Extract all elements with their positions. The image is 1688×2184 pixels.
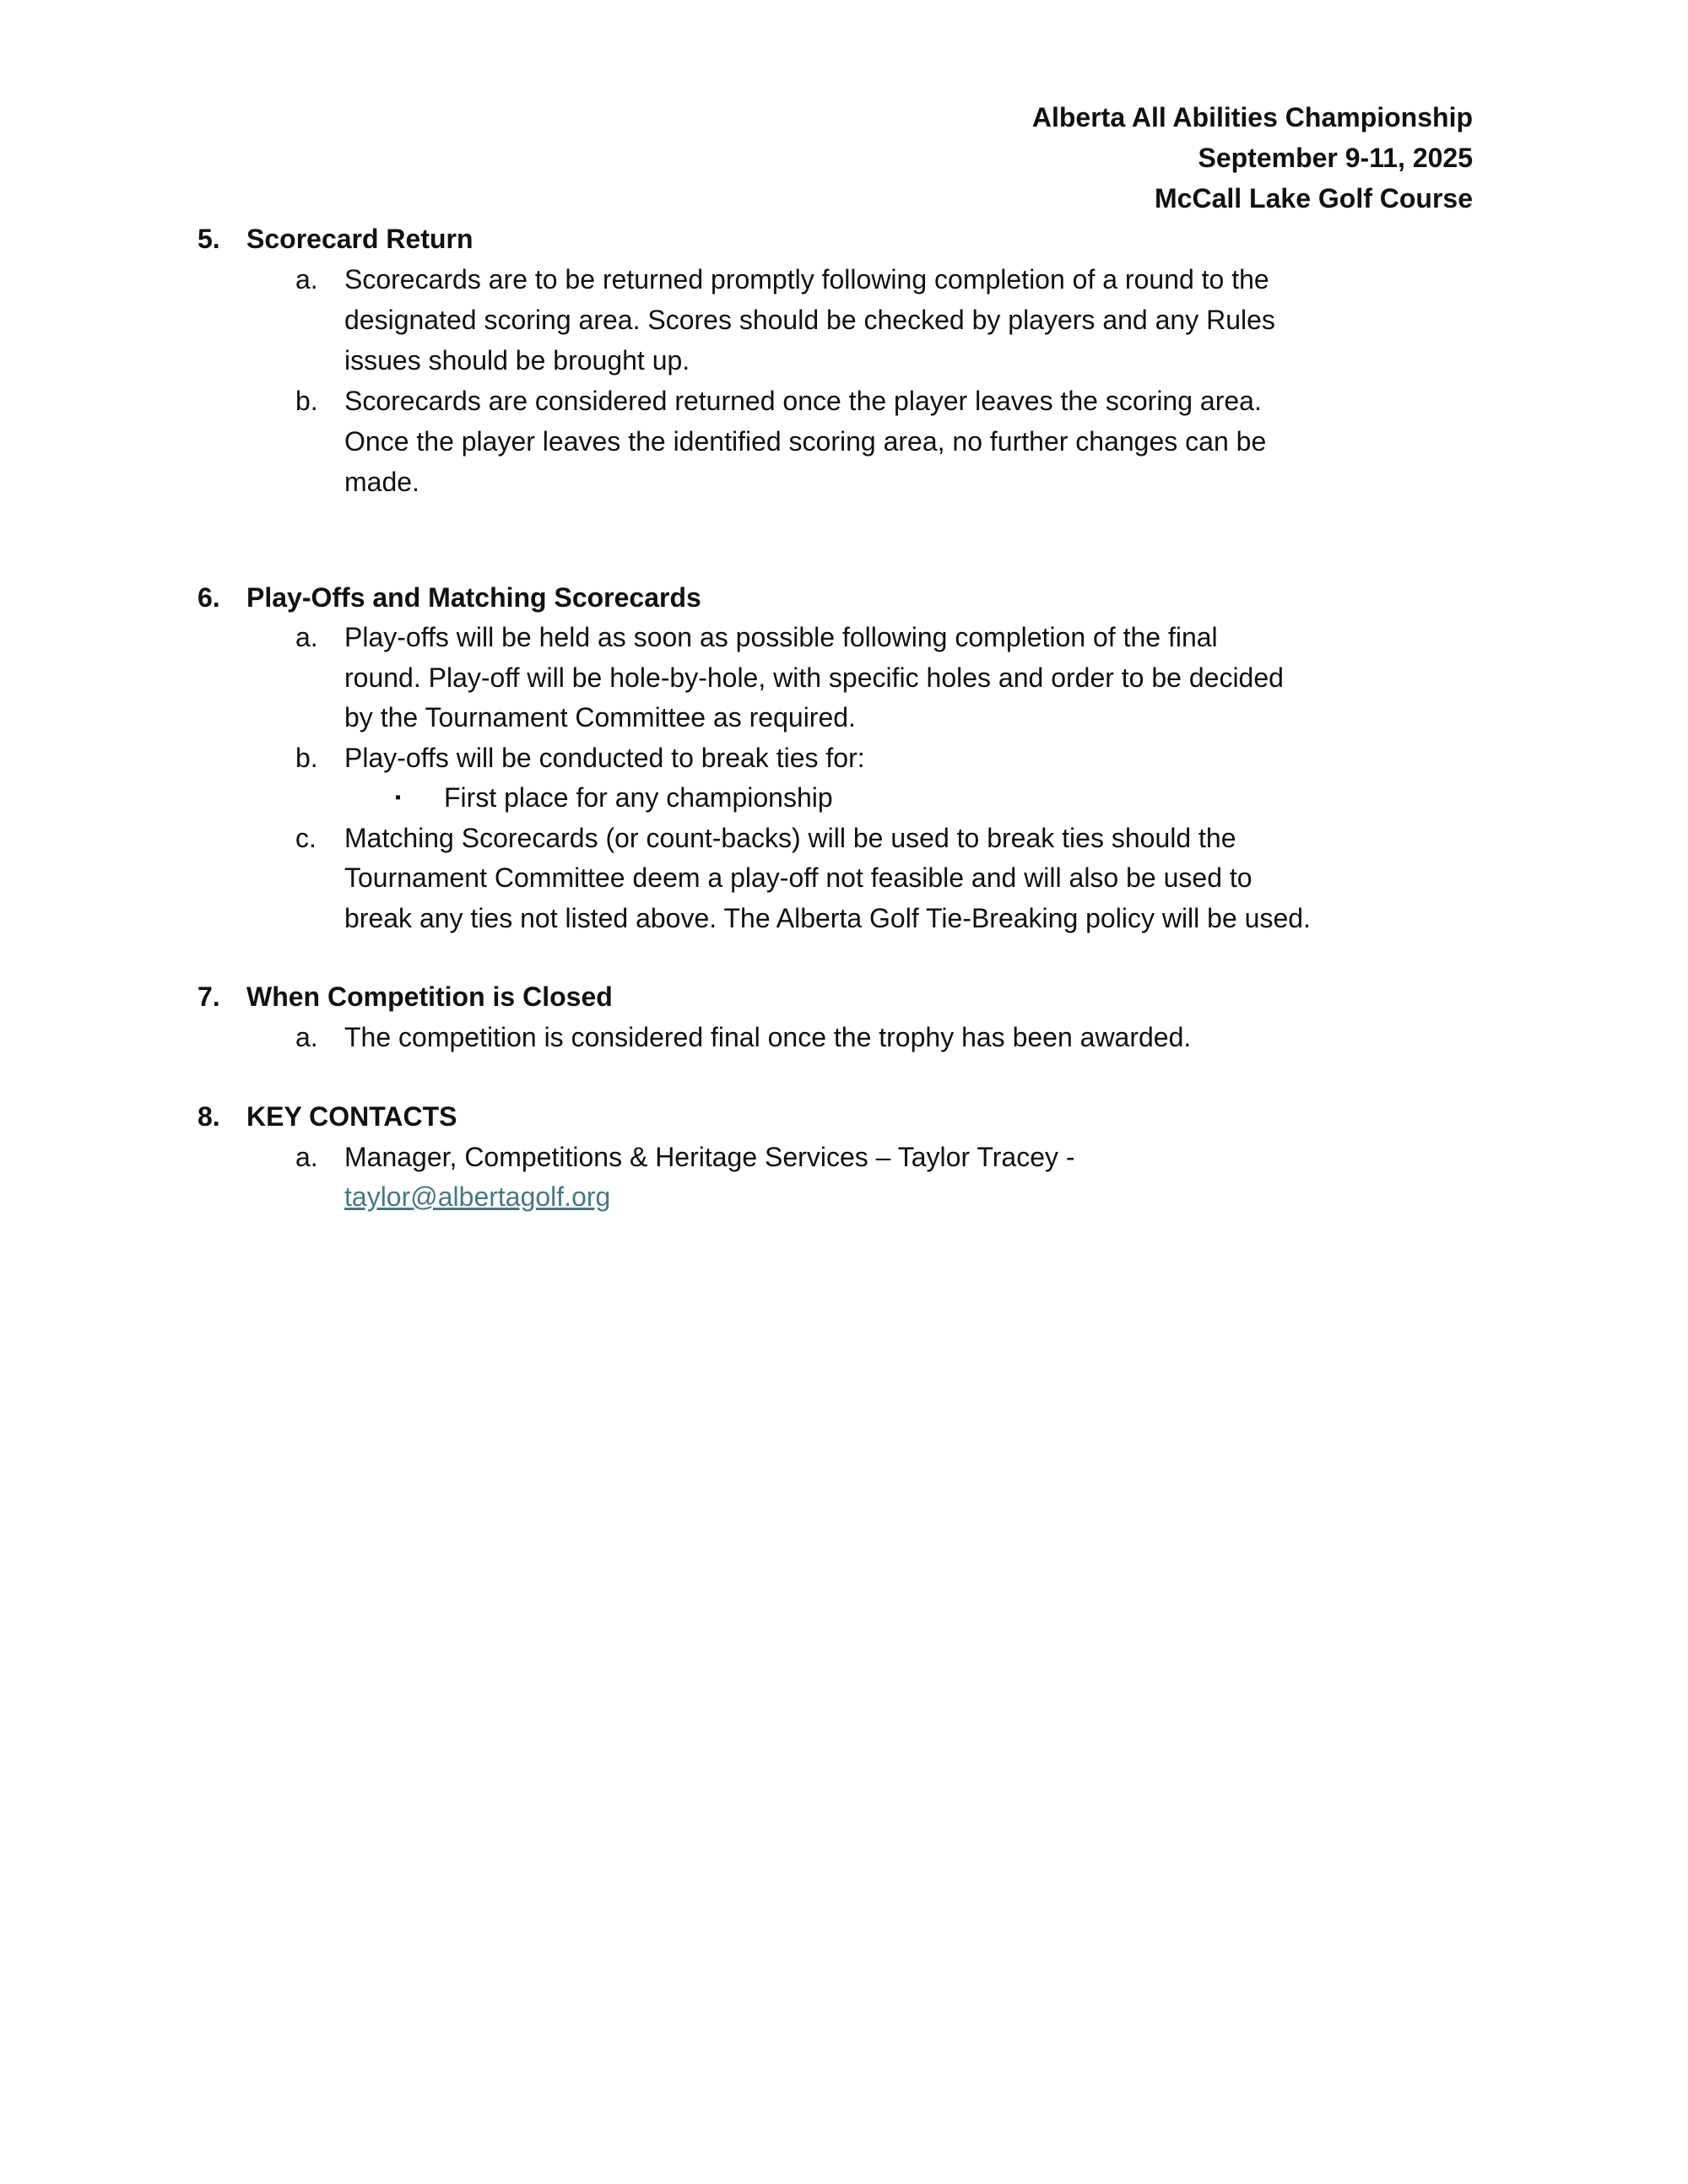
item-text-line: made. — [344, 467, 419, 497]
item-letter: b. — [295, 743, 318, 773]
item-text-line: Once the player leaves the identified scoring area, no further changes can be — [344, 426, 1267, 457]
item-text-line: issues should be brought up. — [344, 345, 690, 376]
item-text-line: Play-offs will be held as soon as possible following completion of the final — [344, 622, 1218, 652]
item-text-line: The competition is considered final once the trophy has been awarded. — [344, 1022, 1192, 1052]
section-number: 7. — [197, 981, 220, 1012]
section-number: 5. — [197, 224, 220, 254]
item-text-line: designated scoring area. Scores should be checked by players and any Rules — [344, 305, 1275, 335]
header-dates: September 9-11, 2025 — [1198, 143, 1473, 173]
item-text-line: Scorecards are considered returned once the player leaves the scoring area. — [344, 386, 1262, 416]
item-letter: b. — [295, 386, 318, 416]
item-letter: c. — [295, 823, 316, 853]
square-bullet-icon: ▪ — [395, 788, 402, 807]
section-number: 6. — [197, 582, 220, 613]
item-text-line: break any ties not listed above. The Alberta Golf Tie-Breaking policy will be used. — [344, 903, 1311, 933]
item-letter: a. — [295, 264, 318, 295]
header-venue: McCall Lake Golf Course — [1155, 183, 1473, 214]
item-text-line: Play-offs will be conducted to break ties for: — [344, 743, 865, 773]
section-number: 8. — [197, 1101, 220, 1132]
item-letter: a. — [295, 622, 318, 652]
section-title: KEY CONTACTS — [246, 1101, 457, 1132]
contact-email-link[interactable]: taylor@albertagolf.org — [344, 1181, 611, 1212]
item-text-line: round. Play-off will be hole-by-hole, with specific holes and order to be decided — [344, 662, 1284, 693]
section-title: Play-Offs and Matching Scorecards — [246, 582, 701, 613]
item-text-line: Scorecards are to be returned promptly following completion of a round to the — [344, 264, 1269, 295]
section-title: When Competition is Closed — [246, 981, 613, 1012]
contact-text: Manager, Competitions & Heritage Services – Taylor Tracey - — [344, 1142, 1075, 1172]
item-text-line: by the Tournament Committee as required. — [344, 702, 856, 733]
item-text-line: Tournament Committee deem a play-off not feasible and will also be used to — [344, 862, 1252, 893]
item-letter: a. — [295, 1142, 318, 1172]
bullet-text: First place for any championship — [444, 782, 833, 813]
item-text-line: Matching Scorecards (or count-backs) will be used to break ties should the — [344, 823, 1236, 853]
header-title: Alberta All Abilities Championship — [1031, 102, 1473, 132]
item-letter: a. — [295, 1022, 318, 1052]
section-title: Scorecard Return — [246, 224, 473, 254]
